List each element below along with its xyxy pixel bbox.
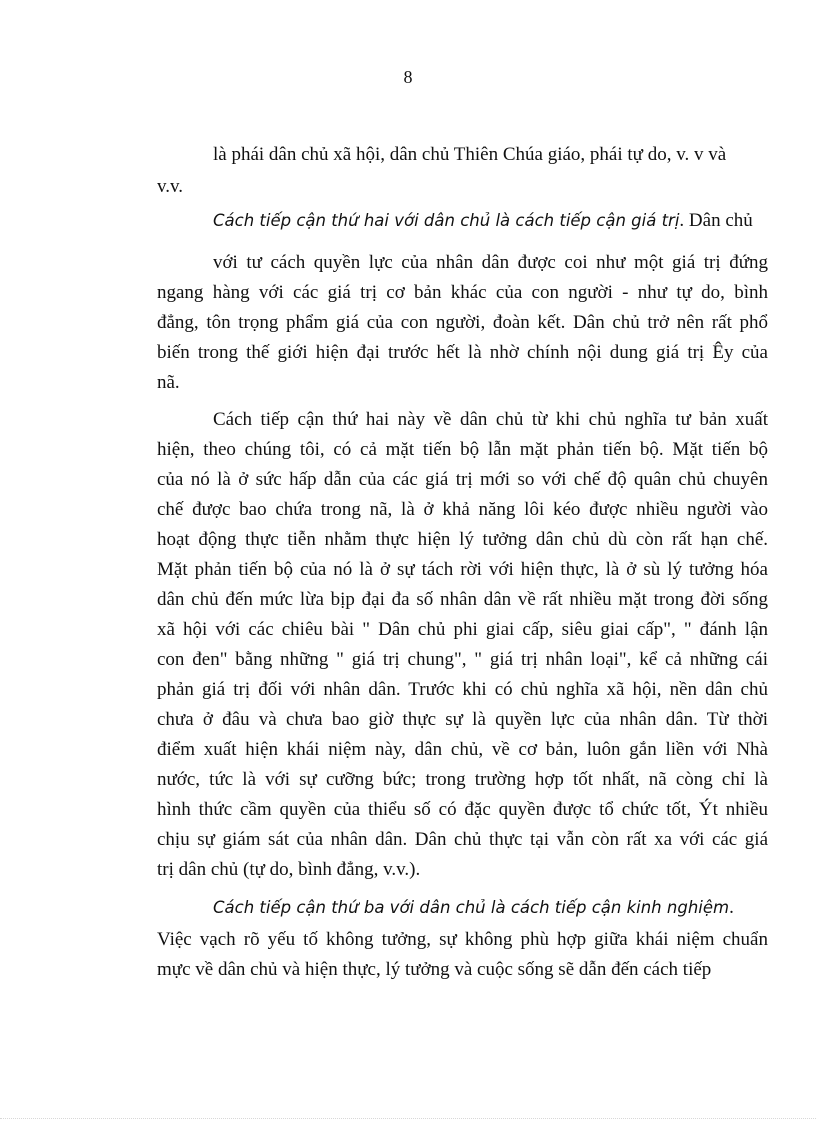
text-line: Việc vạch rõ yếu tố không tưởng, sự không phù hợp giữa khái niệm chuẩn bbox=[157, 929, 768, 950]
text-line: chịu sự giám sát của nhân dân. Dân chủ thực tại vẫn còn rất xa với các giá bbox=[157, 829, 768, 850]
text-line: hình thức cầm quyền của thiểu số có đặc quyền được tổ chức tốt, Ýt nhiều bbox=[157, 799, 768, 820]
text-line: với tư cách quyền lực của nhân dân được coi như một giá trị đứng bbox=[213, 252, 768, 273]
text-line: là phái dân chủ xã hội, dân chủ Thiên Chúa giáo, phái tự do, v. v và bbox=[213, 144, 727, 165]
text-line: Cách tiếp cận thứ hai này về dân chủ từ khi chủ nghĩa tư bản xuất bbox=[213, 409, 768, 430]
text-line: mực về dân chủ và hiện thực, lý tưởng và cuộc sống sẽ dẫn đến cách tiếp bbox=[157, 959, 712, 980]
text-line: hiện, theo chúng tôi, có cả mặt tiến bộ lẫn mặt phản tiến bộ. Mặt tiến bộ bbox=[157, 439, 768, 460]
text-line: biến trong thế giới hiện đại trước hết là nhờ chính nội dung giá trị Êy của bbox=[157, 342, 768, 363]
text-fragment: . bbox=[729, 897, 734, 918]
text-line: Mặt phản tiến bộ của nó là ở sự tách rời với hiện thực, là ở sù lý tưởng hóa bbox=[157, 559, 768, 580]
text-line: hoạt động thực tiễn nhằm thực hiện lý tưởng dân chủ dù còn rất hạn chế. bbox=[157, 529, 768, 550]
text-line: v.v. bbox=[157, 176, 184, 197]
page-bottom-rule bbox=[0, 1118, 816, 1119]
text-line: con đen" bằng những " giá trị chung", " giá trị nhân loại", kể cả những cái bbox=[157, 649, 768, 670]
text-fragment: . Dân chủ bbox=[679, 210, 753, 231]
text-line: xã hội với các chiêu bài " Dân chủ phi giai cấp, siêu giai cấp", " đánh lận bbox=[157, 619, 768, 640]
page-number: 8 bbox=[403, 67, 413, 87]
text-line: điểm xuất hiện khái niệm này, dân chủ, về cơ bản, luôn gắn liền với Nhà bbox=[157, 739, 768, 760]
text-line: trị dân chủ (tự do, bình đẳng, v.v.). bbox=[157, 859, 421, 880]
text-line: của nó là ở sức hấp dẫn của các giá trị mới so với chế độ quân chủ chuyên bbox=[157, 469, 768, 490]
text-line: chưa ở đâu và chưa bao giờ thực sự là quyền lực của nhân dân. Từ thời bbox=[157, 709, 768, 730]
text-line bbox=[213, 206, 753, 236]
text-line: nước, tức là với sự cưỡng bức; trong trường hợp tốt nhất, nã còng chỉ là bbox=[157, 769, 768, 790]
text-line: chế được bao chứa trong nã, là ở khả năng lôi kéo được nhiều người vào bbox=[157, 499, 768, 520]
text-line: ngang hàng với các giá trị cơ bản khác của con người - như tự do, bình bbox=[157, 282, 768, 303]
italic-heading: Cách tiếp cận thứ hai với dân chủ là cách tiếp cận giá trị bbox=[213, 211, 680, 230]
text-line: nã. bbox=[157, 372, 180, 393]
text-line: phản giá trị đối với nhân dân. Trước khi có chủ nghĩa xã hội, nền dân chủ bbox=[157, 679, 768, 700]
text-line: dân chủ đến mức lừa bịp đại đa số nhân dân về rất nhiều mặt trong đời sống bbox=[157, 589, 768, 610]
text-line: đẳng, tôn trọng phẩm giá của con người, đoàn kết. Dân chủ trở nên rất phổ bbox=[157, 312, 768, 333]
italic-heading: Cách tiếp cận thứ ba với dân chủ là cách tiếp cận kinh nghiệm bbox=[213, 898, 730, 917]
text-line bbox=[213, 893, 734, 923]
